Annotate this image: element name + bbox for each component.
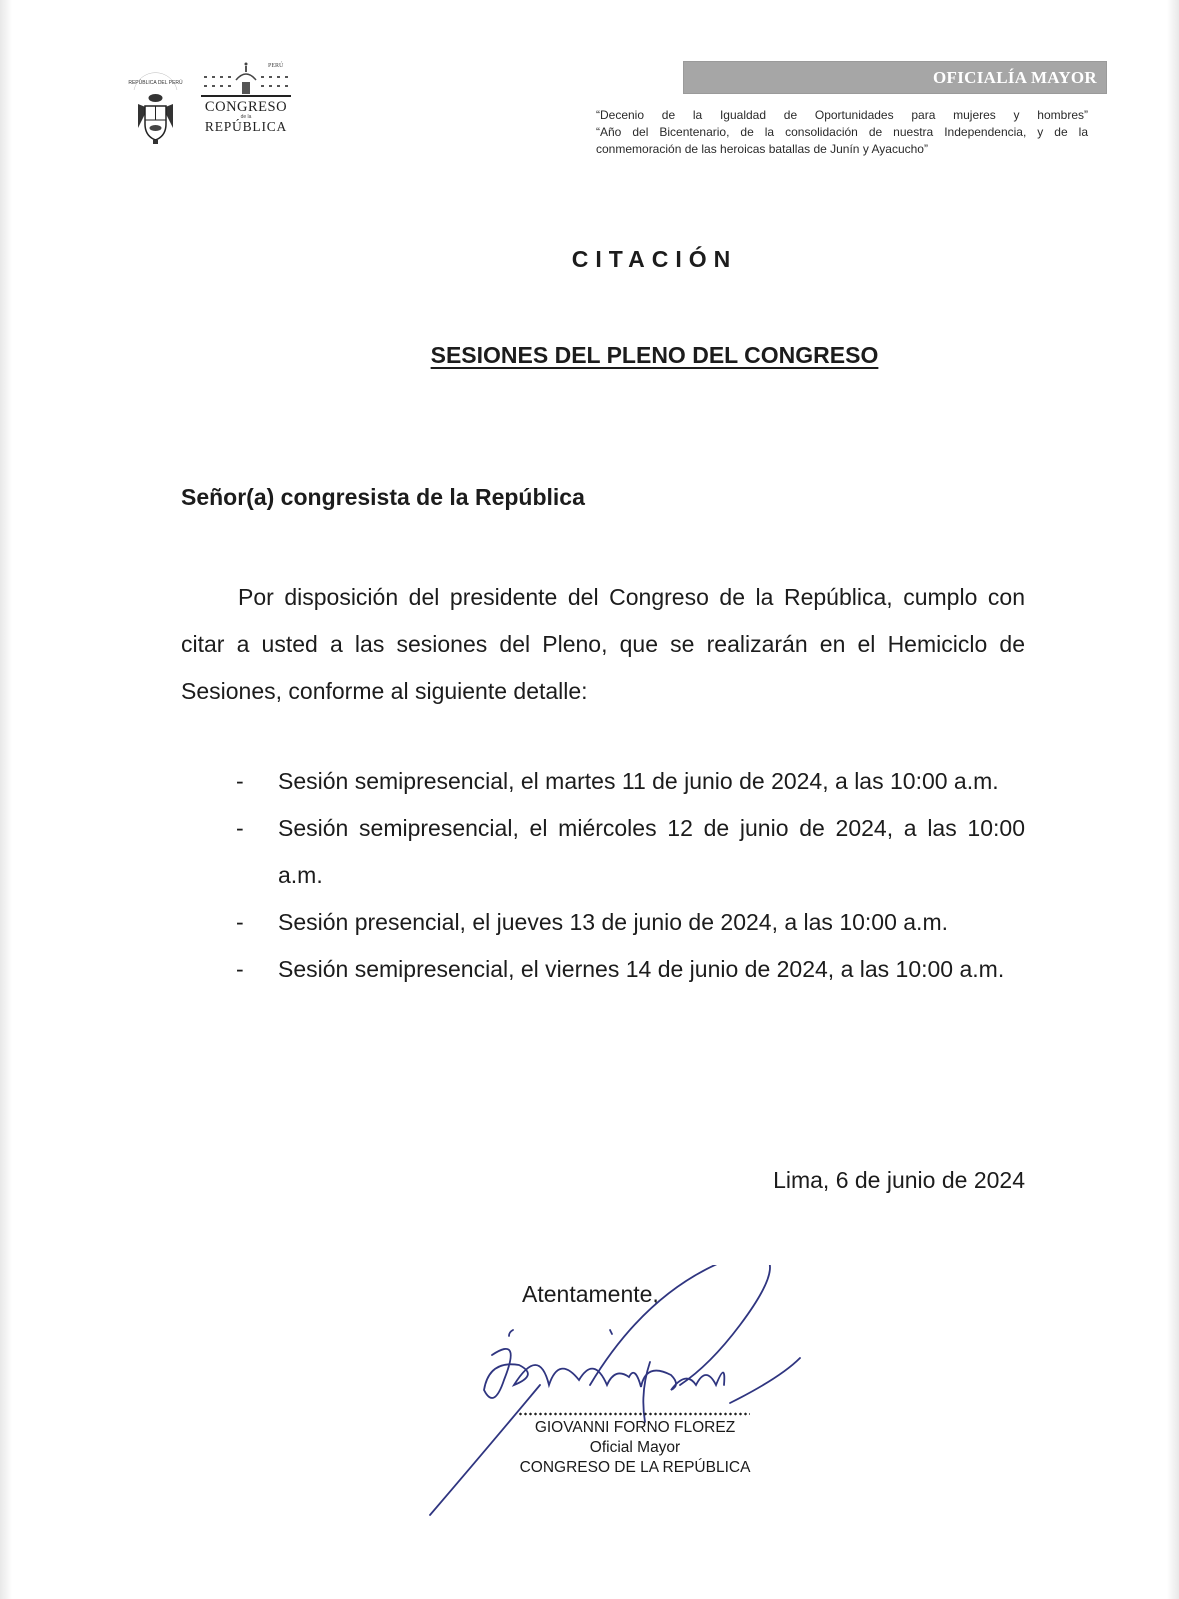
session-item — [236, 805, 1025, 899]
signer-institution: CONGRESO DE LA REPÚBLICA — [519, 1459, 751, 1476]
bullet-dash: - — [236, 956, 244, 982]
svg-text:REPÚBLICA DEL PERÚ: REPÚBLICA DEL PERÚ — [128, 80, 183, 86]
logo-republica-text: REPÚBLICA — [204, 119, 288, 134]
office-banner — [683, 61, 1107, 94]
official-year-names — [596, 107, 1088, 158]
sessions-list — [236, 758, 1025, 993]
congress-building-icon — [198, 58, 294, 100]
session-text: Sesión semipresencial, el viernes 14 de junio de 2024, a las 10:00 a.m. — [278, 956, 1005, 982]
place-date: Lima, 6 de junio de 2024 — [773, 1167, 1025, 1193]
coat-of-arms-icon — [128, 68, 183, 148]
bullet-dash: - — [236, 909, 244, 935]
body-paragraph: Por disposición del presidente del Congreso de la República, cumplo con citar a usted a las sesiones del Pleno, que se realizarán en el Hemiciclo de Sesiones, conforme al siguiente detalle: — [181, 584, 1025, 704]
closing: Atentamente, — [522, 1281, 659, 1307]
session-text: Sesión semipresencial, el miércoles 12 de junio de 2024, a las 10:00 a.m. — [278, 815, 1025, 888]
document-subtitle-text: SESIONES DEL PLENO DEL CONGRESO — [430, 342, 879, 368]
session-text: Sesión semipresencial, el martes 11 de junio de 2024, a las 10:00 a.m. — [278, 768, 999, 794]
header-logos — [128, 58, 298, 158]
bullet-dash: - — [236, 768, 244, 794]
document-title: CITACIÓN — [571, 246, 738, 272]
peru-label: PERÚ — [268, 63, 284, 69]
signer-position: Oficial Mayor — [589, 1439, 681, 1456]
logo-congreso-text: CONGRESO — [204, 99, 288, 115]
salutation: Señor(a) congresista de la República — [181, 484, 585, 510]
year-name-line-1: “Año del Bicentenario, de la consolidación de nuestra Independencia, y de la — [596, 125, 1088, 139]
handwritten-signature-icon — [420, 1265, 840, 1525]
page-edge-right — [1167, 0, 1179, 1599]
session-item — [236, 946, 1025, 993]
signature-dotted-line — [518, 1412, 750, 1416]
decenio-text: “Decenio de la Igualdad de Oportunidades para mujeres y hombres” — [596, 108, 1088, 122]
session-text: Sesión presencial, el jueves 13 de junio de 2024, a las 10:00 a.m. — [278, 909, 948, 935]
signer-name: GIOVANNI FORNO FLOREZ — [534, 1419, 736, 1436]
session-item — [236, 758, 1025, 805]
document-subtitle — [0, 342, 1179, 369]
signer-block — [510, 1418, 760, 1478]
office-banner-text: OFICIALÍA MAYOR — [933, 68, 1097, 87]
page-edge-left — [0, 0, 12, 1599]
year-name-line-2: conmemoración de las heroicas batallas de Junín y Ayacucho” — [596, 142, 928, 156]
logo-dela-text: de la — [240, 114, 252, 120]
congreso-logo — [196, 58, 296, 158]
session-item — [236, 899, 1025, 946]
bullet-dash: - — [236, 815, 244, 841]
